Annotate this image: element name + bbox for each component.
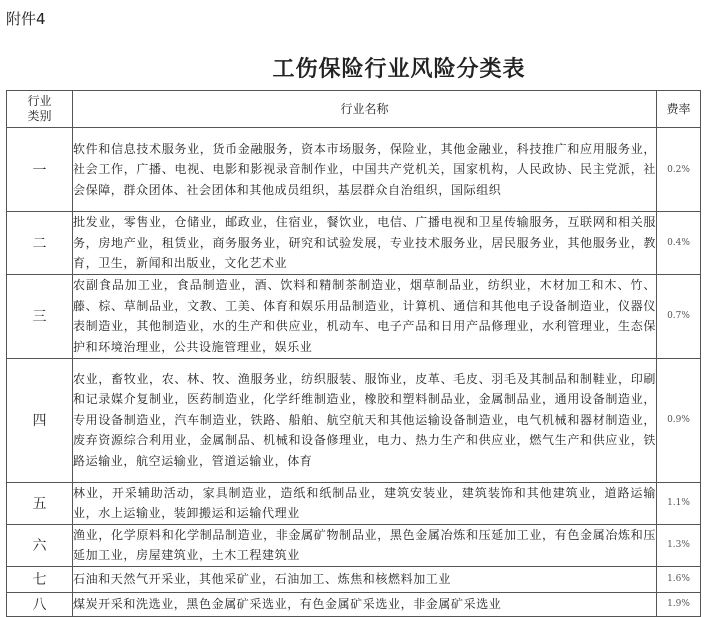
row-rate: 1.1%	[657, 482, 701, 524]
table-row	[7, 482, 701, 524]
row-rate: 1.6%	[657, 566, 701, 592]
row-category: 八	[7, 592, 73, 616]
row-industries: 石油和天然气开采业，其他采矿业，石油加工、炼焦和核燃料加工业	[73, 566, 657, 592]
row-industries: 农副食品加工业，食品制造业，酒、饮料和精制茶制造业，烟草制品业，纺织业，木材加工和木、竹、藤、棕、草制品业，文教、工美、体育和娱乐用品制造业，计算机、通信和其他电子设备制造业，仪器仪表制造业，其他制造业，水的生产和供应业，机动车、电子产品和日用产品修理业，水利管理业，生态保护和环境治理业，公共设施管理业，娱乐业	[73, 274, 657, 358]
row-rate: 0.9%	[657, 358, 701, 482]
row-category: 四	[7, 358, 73, 482]
table-row	[7, 566, 701, 592]
header-category	[7, 91, 73, 128]
table-row	[7, 274, 701, 358]
table-header-row	[7, 91, 701, 128]
row-category: 六	[7, 524, 73, 566]
table-row	[7, 524, 701, 566]
row-rate: 0.4%	[657, 212, 701, 275]
header-industry: 行业名称	[73, 91, 657, 128]
header-rate: 费率	[657, 91, 701, 128]
row-rate: 0.2%	[657, 128, 701, 212]
row-category: 一	[7, 128, 73, 212]
table-row	[7, 592, 701, 616]
document-title: 工伤保险行业风险分类表	[272, 56, 526, 82]
row-rate: 1.9%	[657, 592, 701, 616]
risk-classification-table	[6, 90, 701, 617]
row-industries: 农业，畜牧业，农、林、牧、渔服务业，纺织服装、服饰业，皮革、毛皮、羽毛及其制品和制鞋业，印刷和记录媒介复制业，医药制造业，化学纤维制造业，橡胶和塑料制品业，金属制品业，通用设备制造业，专用设备制造业，汽车制造业，铁路、船舶、航空航天和其他运输设备制造业，电气机械和器材制造业，废弃资源综合利用业，金属制品、机械和设备修理业，电力、热力生产和供应业，燃气生产和供应业，铁路运输业，航空运输业，管道运输业，体育	[73, 358, 657, 482]
row-industries: 煤炭开采和洗选业，黑色金属矿采选业，有色金属矿采选业，非金属矿采选业	[73, 592, 657, 616]
row-category: 三	[7, 274, 73, 358]
row-category: 五	[7, 482, 73, 524]
attachment-label: 附件4	[6, 10, 46, 28]
row-category: 二	[7, 212, 73, 275]
row-industries: 软件和信息技术服务业，货币金融服务，资本市场服务，保险业，其他金融业，科技推广和应用服务业，社会工作，广播、电视、电影和影视录音制作业，中国共产党机关，国家机构，人民政协、民主党派，社会保障，群众团体、社会团体和其他成员组织，基层群众自治组织，国际组织	[73, 128, 657, 212]
table-row	[7, 128, 701, 212]
row-industries: 林业，开采辅助活动，家具制造业，造纸和纸制品业，建筑安装业，建筑装饰和其他建筑业，道路运输业，水上运输业，装卸搬运和运输代理业	[73, 482, 657, 524]
row-industries: 批发业，零售业，仓储业，邮政业，住宿业，餐饮业，电信、广播电视和卫星传输服务，互联网和相关服务，房地产业，租赁业，商务服务业，研究和试验发展，专业技术服务业，居民服务业，其他服务业，教育，卫生，新闻和出版业，文化艺术业	[73, 212, 657, 275]
table-row	[7, 358, 701, 482]
header-category-label: 行业类别	[27, 94, 52, 123]
row-industries: 渔业，化学原料和化学制品制造业，非金属矿物制品业，黑色金属冶炼和压延加工业，有色金属冶炼和压延加工业，房屋建筑业，土木工程建筑业	[73, 524, 657, 566]
table-row	[7, 212, 701, 275]
row-category: 七	[7, 566, 73, 592]
row-rate: 0.7%	[657, 274, 701, 358]
row-rate: 1.3%	[657, 524, 701, 566]
